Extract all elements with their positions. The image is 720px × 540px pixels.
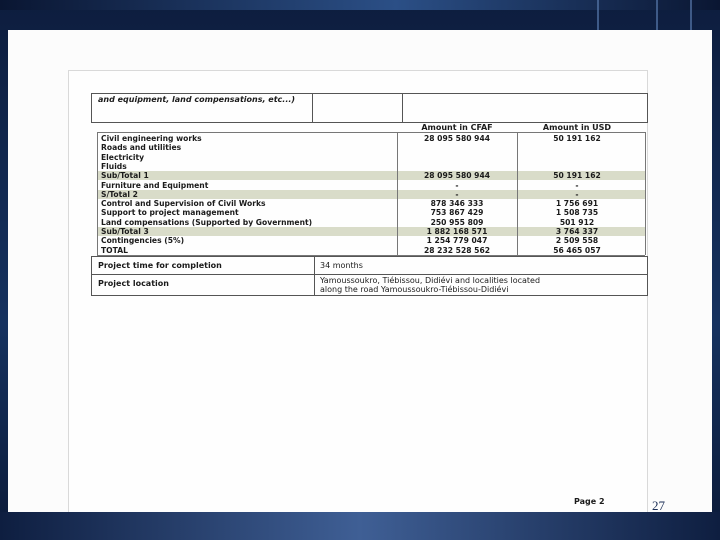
row-label: Support to project management <box>101 208 239 218</box>
divider <box>92 274 647 275</box>
row-cfaf: 1 254 779 047 <box>426 236 488 246</box>
divider <box>312 94 313 122</box>
table-row <box>97 153 645 162</box>
table-row <box>97 134 645 143</box>
table-row <box>97 181 645 190</box>
row-cfaf: 878 346 333 <box>430 199 484 209</box>
table-row <box>97 171 645 180</box>
row-label: Control and Supervision of Civil Works <box>101 199 266 209</box>
bottom-bar <box>0 512 720 540</box>
top-box-text: and equipment, land compensations, etc...) <box>98 95 296 104</box>
row-usd: 2 509 558 <box>555 236 599 246</box>
row-cfaf: 1 882 168 571 <box>426 227 488 236</box>
table-row <box>97 218 645 227</box>
table-row <box>97 227 645 236</box>
row-cfaf: - <box>455 189 459 199</box>
scanned-document <box>68 70 648 520</box>
project-location-label: Project location <box>98 279 169 288</box>
row-cfaf: 250 955 809 <box>430 217 484 227</box>
row-label: S/Total 2 <box>101 189 138 199</box>
table-row <box>97 208 645 217</box>
table-row <box>97 162 645 171</box>
row-label: Civil engineering works <box>101 134 202 143</box>
project-time-label: Project time for completion <box>98 261 222 270</box>
row-cfaf: 28 232 528 562 <box>423 245 491 255</box>
row-label: Fluids <box>101 161 127 171</box>
row-label: Contingencies (5%) <box>101 236 185 246</box>
row-usd: 1 756 691 <box>555 199 599 209</box>
table-row <box>97 190 645 199</box>
row-usd: - <box>575 189 579 199</box>
row-cfaf: - <box>455 180 459 190</box>
row-label: Roads and utilities <box>101 143 182 153</box>
table-row <box>97 236 645 245</box>
table-row <box>97 199 645 208</box>
row-usd: - <box>575 180 579 190</box>
row-cfaf: 753 867 429 <box>430 208 484 218</box>
slide-content-area <box>8 30 712 512</box>
divider <box>314 257 315 295</box>
row-label: Electricity <box>101 152 145 162</box>
row-label: Furniture and Equipment <box>101 180 209 190</box>
row-usd: 56 465 057 <box>553 245 601 255</box>
row-usd: 50 191 162 <box>553 134 601 143</box>
row-usd: 501 912 <box>559 217 595 227</box>
top-box <box>91 93 648 123</box>
row-label: Land compensations (Supported by Government) <box>101 217 313 227</box>
slide-page-number: 27 <box>652 498 665 513</box>
project-location-value-1: Yamoussoukro, Tiébissou, Didiévi and localities located <box>320 276 541 285</box>
project-info-box <box>91 256 648 296</box>
document-page-label: Page 2 <box>574 497 605 506</box>
table-row <box>97 246 645 255</box>
header-usd: Amount in USD <box>542 123 612 132</box>
table-gridline <box>97 132 645 133</box>
project-location-value-2: along the road Yamoussoukro-Tiébissou-Didiévi <box>320 285 509 294</box>
row-label: TOTAL <box>101 245 128 255</box>
row-cfaf: 28 095 580 944 <box>423 134 491 143</box>
row-usd: 3 764 337 <box>555 227 599 236</box>
top-stripe <box>0 0 720 10</box>
row-label: Sub/Total 1 <box>101 171 149 181</box>
divider <box>402 94 403 122</box>
row-label: Sub/Total 3 <box>101 227 149 236</box>
row-usd: 1 508 735 <box>555 208 599 218</box>
row-cfaf: 28 095 580 944 <box>423 171 491 181</box>
header-cfaf: Amount in CFAF <box>421 123 493 132</box>
project-time-value: 34 months <box>320 261 363 270</box>
table-row <box>97 143 645 152</box>
row-usd: 50 191 162 <box>553 171 601 181</box>
